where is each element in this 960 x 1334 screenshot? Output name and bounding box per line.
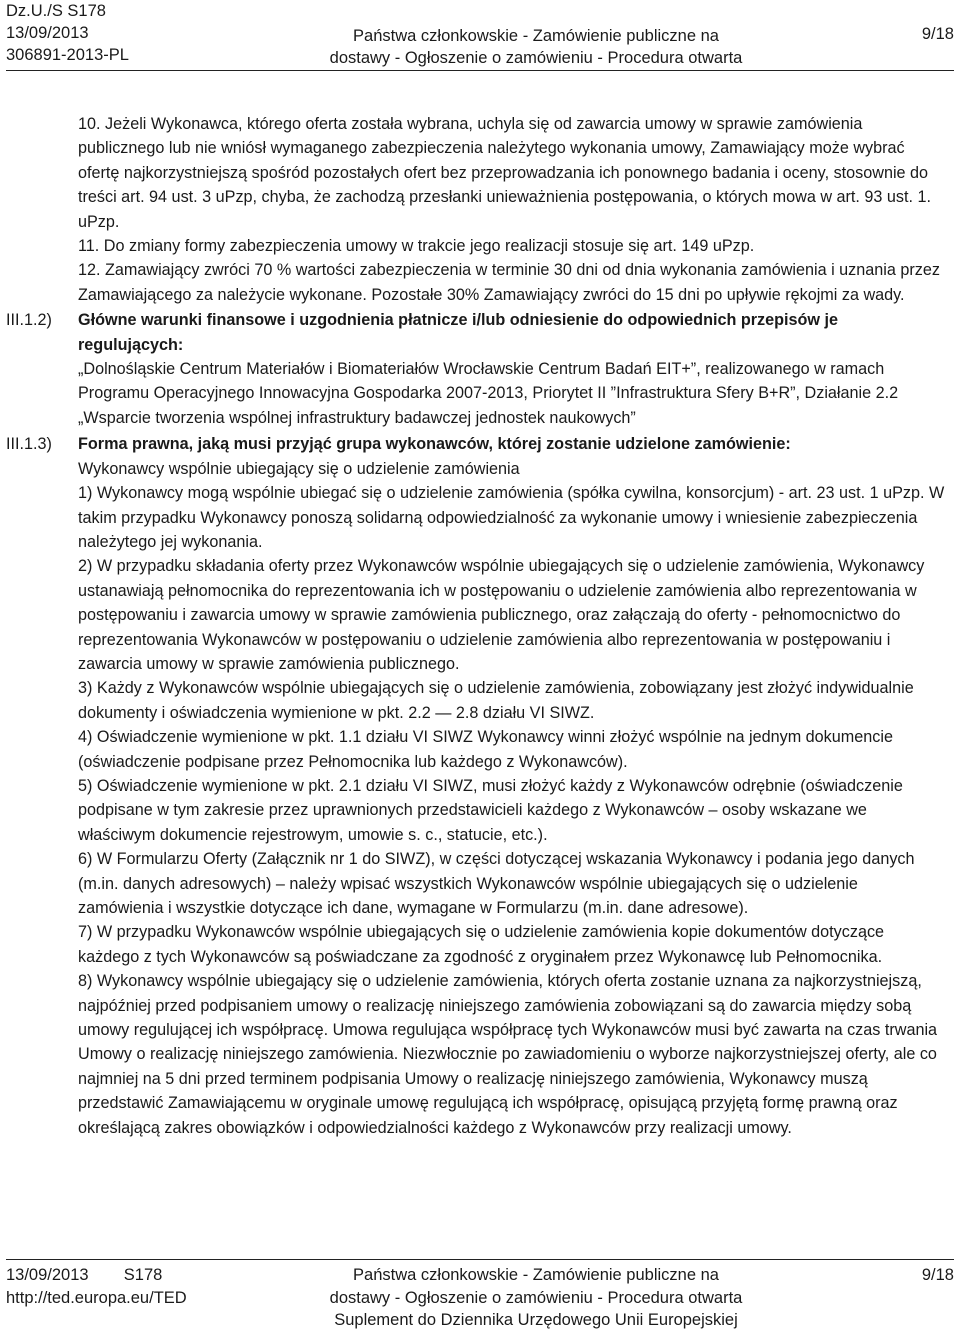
section-paragraph: 2) W przypadku składania oferty przez Wykonawców wspólnie ubiegających się o udzielenie zamówienia, Wykonawcy ustanawiają pełnomocnika do reprezentowania ich w postępowaniu o udzielenie zamówienia albo reprezentowania w postępowaniu i zawarcia umowy w sprawie zamówienia publicznego, oraz załączają do oferty - pełnomocnictwo do reprezentowania Wykonawców w postępowaniu o udzielenie zamówienia albo reprezentowania w postępowaniu i zawarcia umowy w sprawie zamówienia publicznego. bbox=[78, 557, 925, 673]
lead-paragraph-10: 10. Jeżeli Wykonawca, którego oferta została wybrana, uchyla się od zawarcia umowy w sprawie zamówienia publicznego lub nie wniósł wymaganego zabezpieczenia należytego wykonania umowy, Zamawiający może wybrać ofertę najkorzystniejszą spośród pozostałych ofert bez przeprowadzania ich ponownego badania i oceny, stosownie do treści art. 94 ust. 3 uPzp, chyba, że zachodzą przesłanki unieważnienia postępowania, o których mowa w art. 93 ust. 1. uPzp. bbox=[78, 115, 931, 231]
footer-page-number: 9/18 bbox=[921, 1266, 954, 1284]
footer-title-line-1: Państwa członkowskie - Zamówienie publiczne na bbox=[353, 1266, 719, 1284]
header-divider bbox=[6, 70, 954, 71]
footer-divider bbox=[6, 1259, 954, 1260]
publication-date: 13/09/2013 bbox=[6, 24, 89, 42]
section-heading: Główne warunki finansowe i uzgodnienia płatnicze i/lub odniesienie do odpowiednich przepisów je regulujących: bbox=[78, 311, 838, 354]
footer-left bbox=[6, 1264, 187, 1309]
section-paragraph: Wykonawcy wspólnie ubiegający się o udzielenie zamówienia bbox=[78, 459, 520, 478]
section-paragraph: 8) Wykonawcy wspólnie ubiegający się o udzielenie zamówienia, których oferta zostanie uznana za najkorzystniejszą, najpóźniej przed podpisaniem umowy o realizację niniejszego zamówienia zobowiązani są do zawarcia między sobą umowy regulującej ich współpracę. Umowa regulująca współpracę tych Wykonawców musi być zawarta na czas trwania Umowy o realizację niniejszego zamówienia. Niezwłocznie po zawiadomieniu o wyborze najkorzystniejszej oferty, ale co najmniej na 5 dni przed terminem podpisania Umowy o realizację niniejszego zamówienia, Wykonawcy muszą przedstawić Zamawiającemu w oryginale umowę regulującą ich współpracę, opisującą przyjętą formę prawną oraz określającą zakres obowiązków i odpowiedzialności każdego z Wykonawców przy realizacji umowy. bbox=[78, 972, 938, 1137]
header-center bbox=[326, 25, 746, 69]
section-heading: Forma prawna, jaką musi przyjąć grupa wykonawców, której zostanie udzielone zamówienie: bbox=[78, 435, 791, 454]
footer-title-line-3: Suplement do Dziennika Urzędowego Unii Europejskiej bbox=[334, 1311, 738, 1329]
section-number: III.1.2) bbox=[6, 311, 52, 330]
main-content bbox=[0, 112, 960, 1140]
section-paragraph: 6) W Formularzu Oferty (Załącznik nr 1 do SIWZ), w części dotyczącej wskazania Wykonawcy i podania jego danych (m.in. danych adresowych) – należy wpisać wszystkich Wykonawców wspólnie ubiegających się o udzielenie zamówienia i wszystkie dotyczące ich dane, wymagane w Formularzu (m.in. dane adresowe). bbox=[78, 850, 915, 917]
section-paragraph: „Dolnośląskie Centrum Materiałów i Biomateriałów Wrocławskie Centrum Badań EIT+”, realizowanego w ramach Programu Operacyjnego Innowacyjna Gospodarka 2007-2013, Priorytet II ”Infrastruktura Sfery B+R”, Działanie 2.2 „Wsparcie tworzenia wspólnej infrastruktury badawczej jednostek naukowych” bbox=[78, 360, 899, 427]
footer-title-line-2: dostawy - Ogłoszenie o zamówieniu - Procedura otwarta bbox=[329, 1288, 743, 1307]
footer-url[interactable]: http://ted.europa.eu/TED bbox=[6, 1288, 187, 1307]
lead-paragraph-11: 11. Do zmiany formy zabezpieczenia umowy w trakcie jego realizacji stosuje się art. 149 uPzp. bbox=[78, 237, 755, 256]
section-lead bbox=[0, 112, 960, 307]
section-iii-1-2 bbox=[0, 308, 960, 430]
footer-date: 13/09/2013 bbox=[6, 1266, 89, 1284]
section-paragraph: 7) W przypadku Wykonawców wspólnie ubiegających się o udzielenie zamówienia kopie dokumentów dotyczące każdego z tych Wykonawców są poświadczane za zgodność z oryginałem przez Wykonawcę lub Pełnomocnika. bbox=[78, 923, 885, 966]
section-iii-1-3 bbox=[0, 432, 960, 1140]
section-number: III.1.3) bbox=[6, 435, 52, 454]
header-page-number: 9/18 bbox=[921, 25, 954, 43]
notice-number: 306891-2013-PL bbox=[6, 46, 129, 64]
header-title-line-2: dostawy - Ogłoszenie o zamówieniu - Procedura otwarta bbox=[329, 49, 743, 67]
header-title-line-1: Państwa członkowskie - Zamówienie publiczne na bbox=[353, 27, 719, 45]
footer-center bbox=[296, 1264, 776, 1332]
lead-paragraph-12: 12. Zamawiający zwróci 70 % wartości zabezpieczenia w terminie 30 dni od dnia wykonania zamówienia i uznania przez Zamawiającego za należycie wykonane. Pozostałe 30% Zamawiający zwróci do 15 dni po upływie rękojmi za wady. bbox=[78, 261, 940, 304]
footer-issue-code: S178 bbox=[123, 1266, 163, 1284]
section-paragraph: 4) Oświadczenie wymienione w pkt. 1.1 działu VI SIWZ Wykonawcy winni złożyć wspólnie na jednym dokumencie (oświadczenie podpisane przez Pełnomocnika lub każdego z Wykonawców). bbox=[78, 728, 893, 771]
journal-reference: Dz.U./S S178 bbox=[6, 2, 106, 20]
section-paragraph: 3) Każdy z Wykonawców wspólnie ubiegających się o udzielenie zamówienia, zobowiązany jest złożyć indywidualnie dokumenty i oświadczenia wymienione w pkt. 2.2 — 2.8 działu VI SIWZ. bbox=[78, 679, 914, 722]
header-left bbox=[6, 0, 129, 66]
section-paragraph: 1) Wykonawcy mogą wspólnie ubiegać się o udzielenie zamówienia (spółka cywilna, konsorcjum) - art. 23 ust. 1 uPzp. W takim przypadku Wykonawcy ponoszą solidarną odpowiedzialność za wykonanie umowy i wniesienie zabezpieczenia należytego jej wykonania. bbox=[78, 484, 945, 551]
section-paragraph: 5) Oświadczenie wymienione w pkt. 2.1 działu VI SIWZ, musi złożyć każdy z Wykonawców odrębnie (oświadczenie podpisane w tym zakresie przez uprawnionych przedstawicieli każdego z Wykonawców – osoby wskazane we właściwym dokumencie rejestrowym, umowie s. c., statucie, etc.). bbox=[78, 776, 903, 844]
